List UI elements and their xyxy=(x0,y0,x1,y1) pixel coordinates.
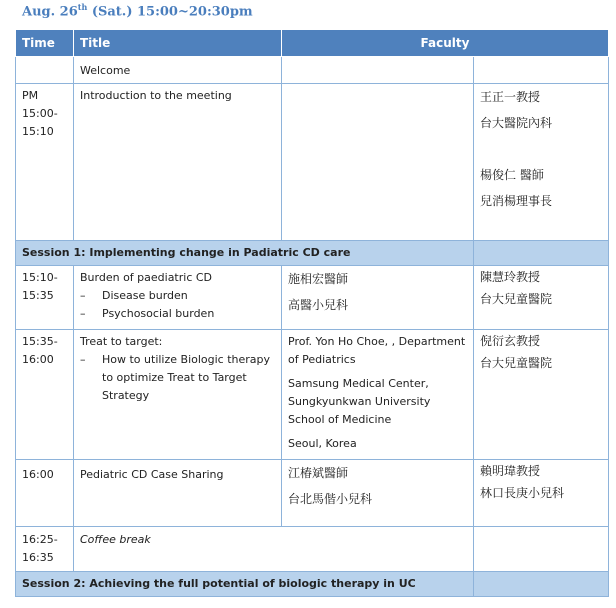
welcome-faculty-right xyxy=(474,57,609,84)
burden-time: 15:10- 15:35 xyxy=(16,266,74,330)
page-title xyxy=(22,2,253,22)
header-row xyxy=(16,30,609,57)
case-faculty-left: 江椿斌醫師 台北馬偕小兒科 xyxy=(282,460,474,527)
burden-title: Burden of paediatric CD – Disease burden – Psychosocial burden xyxy=(74,266,282,330)
intro-faculty-left xyxy=(282,84,474,241)
session-2-empty xyxy=(474,572,609,597)
table-row-case xyxy=(16,460,609,527)
coffee-title: Coffee break xyxy=(74,527,474,572)
table-row-welcome xyxy=(16,57,609,84)
burden-faculty-right: 陳慧玲教授 台大兒童醫院 xyxy=(474,266,609,330)
col-header-faculty: Faculty xyxy=(282,30,609,57)
intro-faculty-right: 王正一教授 台大醫院內科 楊俊仁 醫師 兒消楊理事長 xyxy=(474,84,609,241)
case-time: 16:00 xyxy=(16,460,74,527)
session-2-label: Session 2: Achieving the full potential of biologic therapy in UC xyxy=(16,572,474,597)
coffee-time: 16:25- 16:35 xyxy=(16,527,74,572)
session-1-row xyxy=(16,241,609,266)
case-faculty-right: 賴明瑋教授 林口長庚小兒科 xyxy=(474,460,609,527)
welcome-time xyxy=(16,57,74,84)
treat-title: Treat to target: – How to utilize Biologic therapy to optimize Treat to Target Strategy xyxy=(74,330,282,460)
col-header-time: Time xyxy=(16,30,74,57)
list-item: – Disease burden xyxy=(80,287,275,305)
intro-title: Introduction to the meeting xyxy=(74,84,282,241)
intro-time: PM 15:00- 15:10 xyxy=(16,84,74,241)
coffee-faculty-right xyxy=(474,527,609,572)
treat-faculty-right: 倪衍玄教授 台大兒童醫院 xyxy=(474,330,609,460)
treat-faculty-left: Prof. Yon Ho Choe, , Department of Pediatrics Samsung Medical Center, Sungkyunkwan University School of Medicine Seoul, Korea xyxy=(282,330,474,460)
list-item: – How to utilize Biologic therapy to optimize Treat to Target Strategy xyxy=(80,351,275,405)
treat-time: 15:35- 16:00 xyxy=(16,330,74,460)
welcome-title: Welcome xyxy=(74,57,282,84)
date-suffix: th xyxy=(77,2,88,12)
table-row-treat xyxy=(16,330,609,460)
table-row-coffee xyxy=(16,527,609,572)
col-header-title: Title xyxy=(74,30,282,57)
session-2-row xyxy=(16,572,609,597)
date-time: (Sat.) 15:00~20:30pm xyxy=(87,4,253,20)
session-1-label: Session 1: Implementing change in Padiatric CD care xyxy=(16,241,474,266)
table-row-burden xyxy=(16,266,609,330)
case-title: Pediatric CD Case Sharing xyxy=(74,460,282,527)
burden-faculty-left: 施相宏醫師 高醫小兒科 xyxy=(282,266,474,330)
welcome-faculty-left xyxy=(282,57,474,84)
list-item: – Psychosocial burden xyxy=(80,305,275,323)
table-row-intro xyxy=(16,84,609,241)
session-1-empty xyxy=(474,241,609,266)
agenda-table xyxy=(15,29,609,597)
date-main: Aug. 26 xyxy=(22,4,78,20)
